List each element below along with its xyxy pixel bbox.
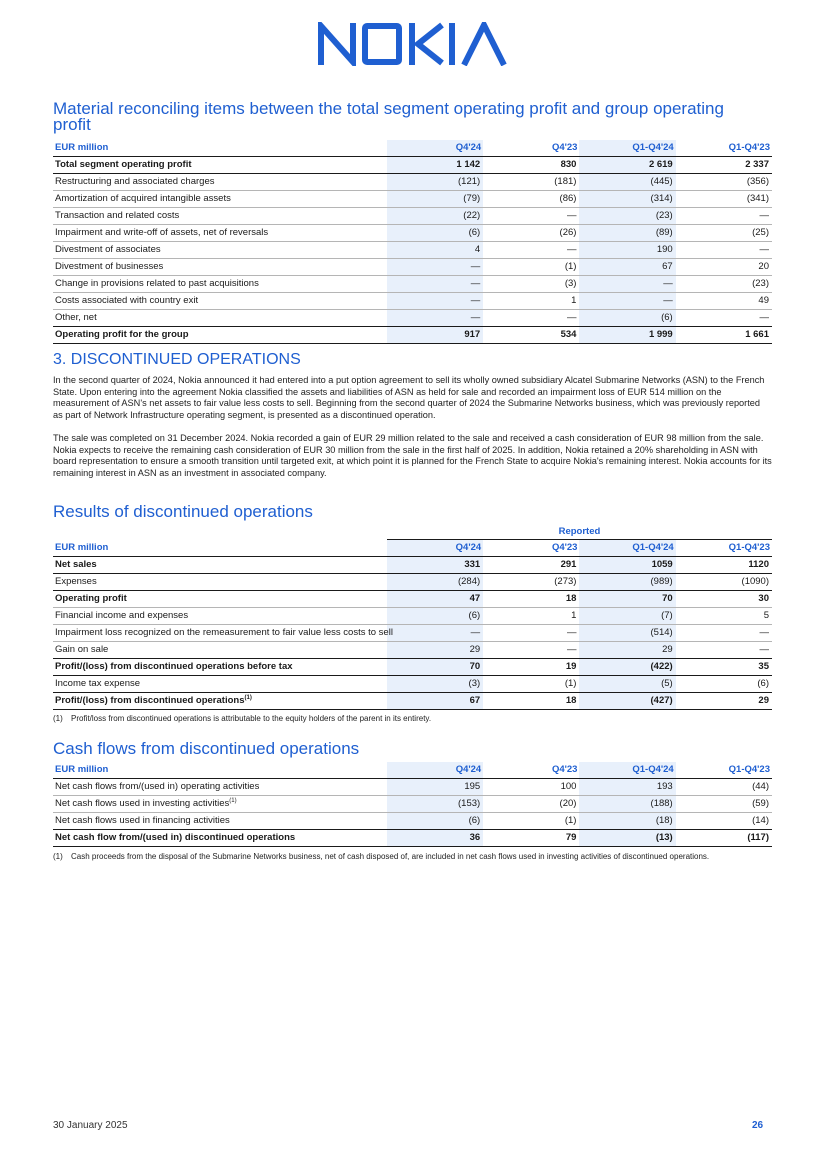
row-label-text: Amortization of acquired intangible assets: [55, 193, 231, 204]
value-cell: 917: [387, 327, 483, 344]
value-cell: 49: [676, 293, 772, 310]
discontinued-operations-heading: 3. DISCONTINUED OPERATIONS: [53, 351, 301, 368]
reconciling-items-title: Material reconciling items between the total segment operating profit and group operating profit: [53, 99, 724, 134]
table-row: [53, 293, 772, 310]
value-cell: (989): [579, 574, 675, 591]
value-cell: (3): [483, 276, 579, 293]
table-row: [53, 591, 772, 608]
column-header: Q4'23: [483, 140, 579, 157]
value-cell: —: [579, 276, 675, 293]
value-cell: —: [483, 642, 579, 659]
value-cell: (153): [387, 796, 483, 813]
value-cell: —: [676, 242, 772, 259]
table-row: [53, 574, 772, 591]
row-label-text: Profit/(loss) from discontinued operations: [55, 695, 245, 706]
value-cell: (25): [676, 225, 772, 242]
table-row: [53, 310, 772, 327]
row-label: [53, 557, 387, 574]
cash-flows-title: Cash flows from discontinued operations: [53, 739, 360, 758]
value-cell: (356): [676, 174, 772, 191]
row-label-text: Divestment of businesses: [55, 261, 164, 272]
table-row: [53, 557, 772, 574]
value-cell: —: [676, 310, 772, 327]
value-cell: 1: [483, 293, 579, 310]
row-label: [53, 293, 387, 310]
row-label: [53, 174, 387, 191]
results-discontinued-table: [53, 525, 772, 710]
row-label: [53, 642, 387, 659]
value-cell: (181): [483, 174, 579, 191]
table-header-row: [53, 762, 772, 779]
row-label-text: Total segment operating profit: [55, 159, 192, 170]
value-cell: 36: [387, 830, 483, 847]
value-cell: 2 619: [579, 157, 675, 174]
table-row: [53, 642, 772, 659]
value-cell: (18): [579, 813, 675, 830]
column-header: Q1-Q4'23: [676, 762, 772, 779]
value-cell: (86): [483, 191, 579, 208]
value-cell: 830: [483, 157, 579, 174]
value-cell: (445): [579, 174, 675, 191]
value-cell: 70: [387, 659, 483, 676]
value-cell: (284): [387, 574, 483, 591]
value-cell: (20): [483, 796, 579, 813]
column-header: EUR million: [53, 140, 387, 157]
row-label: [53, 813, 387, 830]
nokia-logo-mark: [318, 22, 508, 66]
table-row: [53, 276, 772, 293]
value-cell: 79: [483, 830, 579, 847]
value-cell: 1 142: [387, 157, 483, 174]
value-cell: 4: [387, 242, 483, 259]
column-header: Q1-Q4'24: [579, 762, 675, 779]
footer-date: 30 January 2025: [53, 1120, 128, 1131]
value-cell: (44): [676, 779, 772, 796]
row-label-text: Transaction and related costs: [55, 210, 180, 221]
value-cell: 1059: [579, 557, 675, 574]
value-cell: (117): [676, 830, 772, 847]
value-cell: 67: [579, 259, 675, 276]
value-cell: (3): [387, 676, 483, 693]
column-header: Q1-Q4'23: [676, 540, 772, 557]
value-cell: 20: [676, 259, 772, 276]
value-cell: 19: [483, 659, 579, 676]
value-cell: —: [579, 293, 675, 310]
value-cell: (188): [579, 796, 675, 813]
value-cell: 29: [579, 642, 675, 659]
value-cell: 18: [483, 693, 579, 710]
value-cell: 1 661: [676, 327, 772, 344]
row-label: [53, 779, 387, 796]
value-cell: 195: [387, 779, 483, 796]
table-row: [53, 225, 772, 242]
column-header: Q1-Q4'24: [579, 140, 675, 157]
column-header: Q4'23: [483, 762, 579, 779]
row-label: [53, 327, 387, 344]
table-row: [53, 259, 772, 276]
reconciling-items-table: [53, 140, 772, 344]
row-label-text: Divestment of associates: [55, 244, 161, 255]
value-cell: —: [483, 310, 579, 327]
discontinued-paragraph-2: The sale was completed on 31 December 2024. Nokia recorded a gain of EUR 29 million related to the sale and received a cash consideration of EUR 98 million from the sale. Nokia expects to receive the remaining cash consideration of EUR 30 million from the sale in the first half of 2025. In addition, Nokia retained a 20% shareholding in ASN with board representation to ensure a smooth transition until targeted exit, at which point it is planned for the French State to acquire Nokia's remaining interest. Nokia accounts for its remaining interest in ASN as an investment in associated company.: [53, 433, 772, 478]
row-label: [53, 608, 387, 625]
value-cell: —: [676, 208, 772, 225]
value-cell: 30: [676, 591, 772, 608]
table-row: [53, 327, 772, 344]
row-label-text: Costs associated with country exit: [55, 295, 199, 306]
value-cell: 18: [483, 591, 579, 608]
value-cell: —: [387, 310, 483, 327]
table-row: [53, 693, 772, 710]
row-label: [53, 796, 387, 813]
row-label-text: Expenses: [55, 576, 97, 587]
row-label-text: Impairment loss recognized on the remeasurement to fair value less costs to sell: [55, 627, 393, 638]
row-label-text: Operating profit for the group: [55, 329, 189, 340]
table-row: [53, 625, 772, 642]
value-cell: (1): [483, 676, 579, 693]
value-cell: 1120: [676, 557, 772, 574]
table-row: [53, 191, 772, 208]
value-cell: (6): [387, 813, 483, 830]
value-cell: —: [483, 625, 579, 642]
value-cell: (13): [579, 830, 675, 847]
value-cell: (5): [579, 676, 675, 693]
row-label-text: Net cash flow from/(used in) discontinued operations: [55, 832, 296, 843]
value-cell: (422): [579, 659, 675, 676]
nokia-logo: [0, 22, 825, 71]
value-cell: 291: [483, 557, 579, 574]
value-cell: (314): [579, 191, 675, 208]
value-cell: (427): [579, 693, 675, 710]
discontinued-paragraph-1: In the second quarter of 2024, Nokia announced it had entered into a put option agreement to sell its wholly owned subsidiary Alcatel Submarine Networks (ASN) to the French State. Upon entering into the agreement Nokia classified the assets and liabilities of ASN as held for sale and recorded an impairment loss of EUR 514 million on the measurement of ASN's net assets to fair value less costs to sell. Beginning from the second quarter of 2024 the Submarine Networks business, which was previously reported as part of Network Infrastructure operating segment, is presented as a discontinued operation.: [53, 375, 765, 420]
row-label: [53, 574, 387, 591]
row-label-text: Change in provisions related to past acquisitions: [55, 278, 259, 289]
row-label-text: Operating profit: [55, 593, 127, 604]
column-header: EUR million: [53, 762, 387, 779]
value-cell: 29: [387, 642, 483, 659]
value-cell: (23): [579, 208, 675, 225]
value-cell: (26): [483, 225, 579, 242]
value-cell: (6): [676, 676, 772, 693]
value-cell: 67: [387, 693, 483, 710]
reported-row: [53, 525, 772, 540]
value-cell: (1090): [676, 574, 772, 591]
row-label-text: Other, net: [55, 312, 97, 323]
value-cell: (6): [387, 225, 483, 242]
value-cell: (79): [387, 191, 483, 208]
value-cell: (121): [387, 174, 483, 191]
value-cell: 70: [579, 591, 675, 608]
row-label-text: Gain on sale: [55, 644, 109, 655]
row-label-text: Impairment and write-off of assets, net of reversals: [55, 227, 269, 238]
value-cell: —: [676, 625, 772, 642]
value-cell: 1 999: [579, 327, 675, 344]
row-label: [53, 591, 387, 608]
footnote-text: Cash proceeds from the disposal of the Submarine Networks business, net of cash disposed of, are included in net cash flows used in investing activities of discontinued operations.: [71, 852, 710, 861]
row-label-text: Net cash flows from/(used in) operating activities: [55, 781, 260, 792]
row-label: [53, 276, 387, 293]
row-label: [53, 693, 387, 710]
value-cell: —: [676, 642, 772, 659]
page-number: 26: [752, 1120, 764, 1131]
row-label-text: Net sales: [55, 559, 97, 570]
row-label-text: Restructuring and associated charges: [55, 176, 215, 187]
table-row: [53, 157, 772, 174]
row-label: [53, 830, 387, 847]
table-row: [53, 796, 772, 813]
footnote-text: Profit/loss from discontinued operations is attributable to the equity holders of the parent in its entirety.: [71, 714, 432, 723]
footnote-ref: (1): [229, 797, 237, 804]
table-row: [53, 659, 772, 676]
reported-label: Reported: [387, 525, 772, 540]
row-label-text: Profit/(loss) from discontinued operations before tax: [55, 661, 293, 672]
results-footnote: [53, 714, 772, 724]
value-cell: 47: [387, 591, 483, 608]
value-cell: 190: [579, 242, 675, 259]
row-label: [53, 259, 387, 276]
table-row: [53, 608, 772, 625]
footnote-marker: (1): [53, 714, 63, 723]
value-cell: —: [387, 259, 483, 276]
value-cell: (59): [676, 796, 772, 813]
value-cell: —: [387, 276, 483, 293]
row-label: [53, 659, 387, 676]
value-cell: (273): [483, 574, 579, 591]
value-cell: (23): [676, 276, 772, 293]
table-header-row: [53, 140, 772, 157]
value-cell: (1): [483, 813, 579, 830]
table-row: [53, 208, 772, 225]
row-label-text: Net cash flows used in investing activities: [55, 798, 230, 809]
row-label-text: Financial income and expenses: [55, 610, 189, 621]
value-cell: 35: [676, 659, 772, 676]
row-label: [53, 225, 387, 242]
value-cell: 2 337: [676, 157, 772, 174]
value-cell: —: [387, 293, 483, 310]
value-cell: (341): [676, 191, 772, 208]
value-cell: (22): [387, 208, 483, 225]
cash-flows-footnote: [53, 852, 772, 862]
value-cell: —: [483, 242, 579, 259]
column-header: Q1-Q4'24: [579, 540, 675, 557]
row-label: [53, 208, 387, 225]
table-row: [53, 813, 772, 830]
value-cell: —: [387, 625, 483, 642]
value-cell: —: [483, 208, 579, 225]
results-discontinued-title: Results of discontinued operations: [53, 502, 313, 521]
value-cell: 5: [676, 608, 772, 625]
value-cell: 534: [483, 327, 579, 344]
footnote-marker: (1): [53, 852, 63, 861]
column-header: Q4'24: [387, 762, 483, 779]
table-row: [53, 676, 772, 693]
table-row: [53, 174, 772, 191]
value-cell: (14): [676, 813, 772, 830]
cash-flows-table: [53, 762, 772, 847]
value-cell: (6): [579, 310, 675, 327]
value-cell: (89): [579, 225, 675, 242]
value-cell: 100: [483, 779, 579, 796]
row-label: [53, 157, 387, 174]
value-cell: 331: [387, 557, 483, 574]
value-cell: (7): [579, 608, 675, 625]
footnote-ref: (1): [244, 694, 252, 701]
row-label-text: Net cash flows used in financing activities: [55, 815, 230, 826]
column-header: Q4'23: [483, 540, 579, 557]
value-cell: 193: [579, 779, 675, 796]
row-label-text: Income tax expense: [55, 678, 141, 689]
table-row: [53, 779, 772, 796]
table-row: [53, 242, 772, 259]
table-row: [53, 830, 772, 847]
column-header: Q1-Q4'23: [676, 140, 772, 157]
row-label: [53, 676, 387, 693]
row-label: [53, 191, 387, 208]
column-header: Q4'24: [387, 540, 483, 557]
table-header-row: [53, 540, 772, 557]
row-label: [53, 625, 393, 642]
value-cell: 29: [676, 693, 772, 710]
value-cell: (1): [483, 259, 579, 276]
value-cell: 1: [483, 608, 579, 625]
column-header: Q4'24: [387, 140, 483, 157]
row-label: [53, 310, 387, 327]
value-cell: (6): [387, 608, 483, 625]
value-cell: (514): [579, 625, 675, 642]
row-label: [53, 242, 387, 259]
column-header: EUR million: [53, 540, 387, 557]
